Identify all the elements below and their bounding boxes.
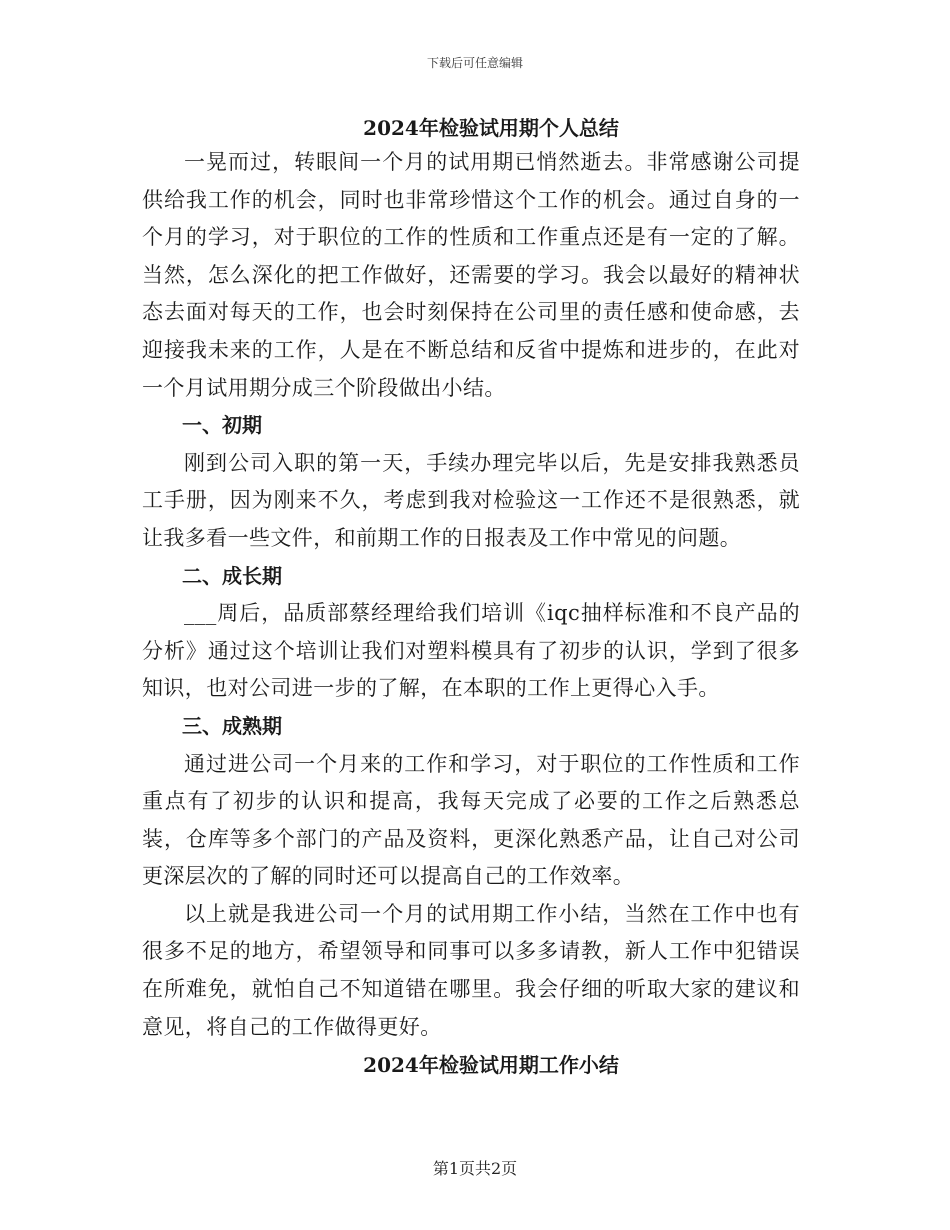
- next-document-title: 2024年检验试用期工作小结: [363, 1053, 619, 1078]
- document-body: [142, 112, 800, 1084]
- intro-paragraph: 一晃而过，转眼间一个月的试用期已悄然逝去。非常感谢公司提供给我工作的机会，同时也非常珍惜这个工作的机会。通过自身的一个月的学习，对于职位的工作的性质和工作重点还是有一定的了解。当然，怎么深化的把工作做好，还需要的学习。我会以最好的精神状态去面对每天的工作，也会时刻保持在公司里的责任感和使命感，去迎接我未来的工作，人是在不断总结和反省中提炼和进步的，在此对一个月试用期分成三个阶段做出小结。: [142, 150, 800, 400]
- section-heading-mature: 三、成熟期: [182, 713, 282, 738]
- section-text-initial: 刚到公司入职的第一天，手续办理完毕以后，先是安排我熟悉员工手册，因为刚来不久，考虑到我对检验这一工作还不是很熟悉，就让我多看一些文件，和前期工作的日报表及工作中常见的问题。: [142, 450, 800, 550]
- page-number: 第1页共2页: [432, 1159, 518, 1178]
- header-note: 下载后可任意编辑: [426, 56, 523, 70]
- section-heading-initial: 一、初期: [182, 413, 262, 438]
- section-heading-growth: 二、成长期: [182, 563, 282, 588]
- section-text-mature: 通过进公司一个月来的工作和学习，对于职位的工作性质和工作重点有了初步的认识和提高，我每天完成了必要的工作之后熟悉总装，仓库等多个部门的产品及资料，更深化熟悉产品，让自己对公司更深层次的了解的同时还可以提高自己的工作效率。: [142, 751, 800, 889]
- document-title: 2024年检验试用期个人总结: [363, 116, 619, 140]
- section-text-growth: ___周后，品质部蔡经理给我们培训《iqc抽样标准和不良产品的分析》通过这个培训让我们对塑料模具有了初步的认识，学到了很多知识，也对公司进一步的了解，在本职的工作上更得心入手。: [142, 601, 800, 701]
- conclusion-paragraph: 以上就是我进公司一个月的试用期工作小结，当然在工作中也有很多不足的地方，希望领导和同事可以多多请教，新人工作中犯错误在所难免，就怕自己不知道错在哪里。我会仔细的听取大家的建议和意见，将自己的工作做得更好。: [142, 901, 800, 1039]
